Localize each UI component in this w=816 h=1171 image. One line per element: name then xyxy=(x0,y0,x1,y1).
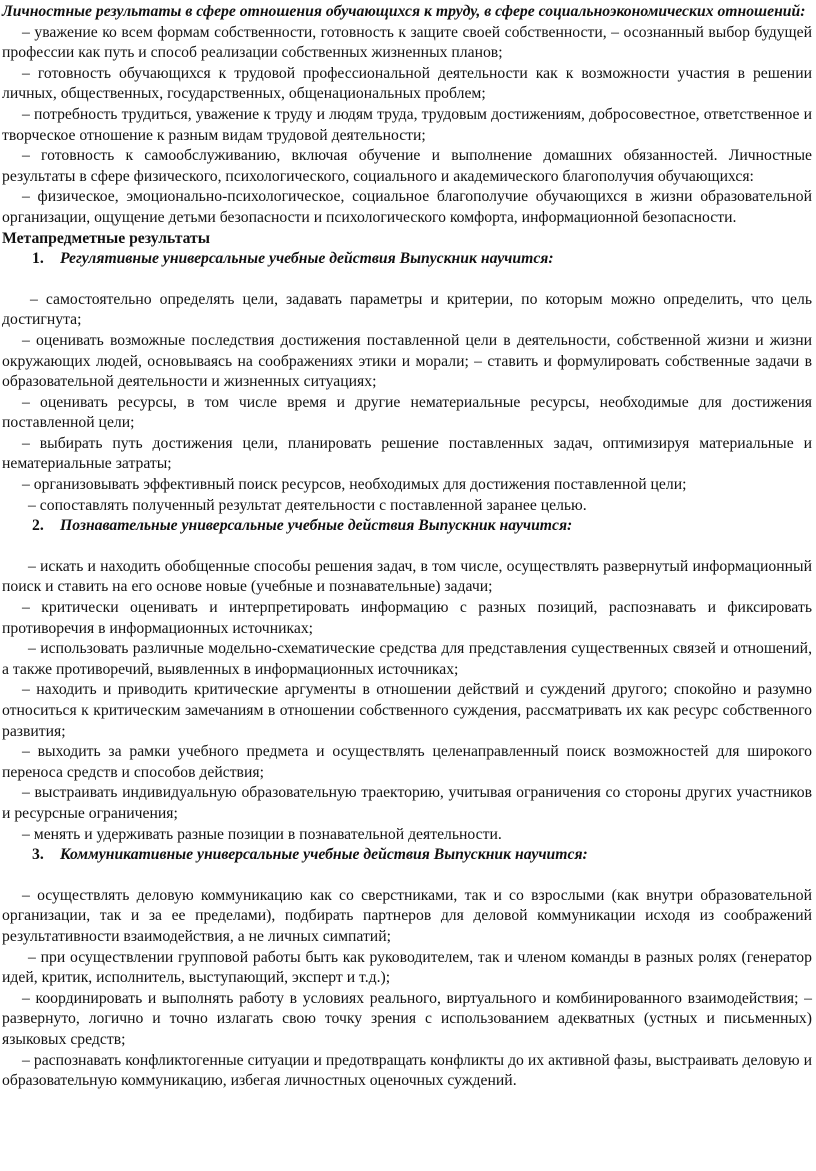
cognitive-section-heading xyxy=(2,516,812,537)
communicative-item-3: – координировать и выполнять работу в условиях реального, виртуального и комбинированного взаимодействия; – развернуто, логично и точно излагать свою точку зрения с использованием адекватных (устных и письменных) языковых средств; xyxy=(2,989,812,1048)
personal-item-5: – физическое, эмоционально-психологическое, социальное благополучие обучающихся в жизни образовательной организации, ощущение детьми безопасности и психологического комфорта, информационной безопасности. xyxy=(2,188,812,226)
section-number: 3. xyxy=(32,846,44,864)
personal-item-1: – уважение ко всем формам собственности, готовность к защите своей собственности, – осознанный выбор будущей профессии как путь и способ реализации собственных жизненных планов; xyxy=(2,23,812,62)
regulatory-item-2: – оценивать возможные последствия достижения поставленной цели в деятельности, собственной жизни и жизни окружающих людей, основываясь на соображениях этики и морали; – ставить и формулировать собственные задачи в образовательной деятельности и жизненных ситуациях; xyxy=(2,331,812,391)
regulatory-item-1: – самостоятельно определять цели, задавать параметры и критерии, по которым можно определить, что цель достигнута; xyxy=(2,290,812,329)
communicative-section-heading xyxy=(2,845,812,866)
cognitive-item-6: – выстраивать индивидуальную образовательную траекторию, учитывая ограничения со стороны других участников и ресурсные ограничения; xyxy=(2,784,812,822)
communicative-item-1: – осуществлять деловую коммуникацию как со сверстниками, так и со взрослыми (как внутри образовательной организации, так и за ее пределами), подбирать партнеров для деловой коммуникации исходя из соображений результативности взаимодействия, а не личных симпатий; xyxy=(2,886,812,945)
section-number: 1. xyxy=(32,250,44,268)
cognitive-item-4: – находить и приводить критические аргументы в отношении действий и суждений другого; спокойно и разумно относиться к критическим замечаниям в отношении собственного суждения, рассматривать их как ресурс собственного развития; xyxy=(2,681,812,740)
personal-item-4: – готовность к самообслуживанию, включая обучение и выполнение домашних обязанностей. Личностные результаты в сфере физического, психологического, социального и академического благополучия обучающихся: xyxy=(2,147,812,185)
section-title: Познавательные универсальные учебные действия Выпускник научится: xyxy=(60,517,573,535)
section-number: 2. xyxy=(32,517,44,535)
spacer xyxy=(2,537,812,557)
section-title: Коммуникативные универсальные учебные действия Выпускник научится: xyxy=(60,846,588,864)
cognitive-item-3: – использовать различные модельно-схематические средства для представления существенных связей и отношений, а также противоречий, выявленных в информационных источниках; xyxy=(2,640,812,678)
communicative-item-4: – распознавать конфликтогенные ситуации и предотвращать конфликты до их активной фазы, выстраивать деловую и образовательную коммуникацию, избегая личностных оценочных суждений. xyxy=(2,1051,812,1090)
cognitive-item-1: – искать и находить обобщенные способы решения задач, в том числе, осуществлять развернутый информационный поиск и ставить на его основе новые (учебные и познавательные) задачи; xyxy=(2,557,812,596)
spacer xyxy=(2,866,812,886)
regulatory-section-heading xyxy=(2,249,812,270)
cognitive-item-5: – выходить за рамки учебного предмета и осуществлять целенаправленный поиск возможностей для широкого переноса средств и способов действия; xyxy=(2,743,812,781)
regulatory-item-6: – сопоставлять полученный результат деятельности с поставленной заранее целью. xyxy=(28,496,587,514)
personal-item-3: – потребность трудиться, уважение к труду и людям труда, трудовым достижениям, добросовестное, ответственное и творческое отношение к разным видам трудовой деятельности; xyxy=(2,105,812,144)
section-title: Регулятивные универсальные учебные действия Выпускник научится: xyxy=(60,250,554,268)
metasubject-results-heading: Метапредметные результаты xyxy=(2,229,210,247)
regulatory-item-3: – оценивать ресурсы, в том числе время и другие нематериальные ресурсы, необходимые для достижения поставленной цели; xyxy=(2,393,812,432)
cognitive-item-2: – критически оценивать и интерпретировать информацию с разных позиций, распознавать и фиксировать противоречия в информационных источниках; xyxy=(2,599,812,637)
spacer xyxy=(2,270,812,290)
personal-item-2: – готовность обучающихся к трудовой профессиональной деятельности как к возможности участия в решении личных, общественных, государственных, общенациональных проблем; xyxy=(2,64,812,103)
regulatory-item-5: – организовывать эффективный поиск ресурсов, необходимых для достижения поставленной цели; xyxy=(22,476,687,494)
communicative-item-2: – при осуществлении групповой работы быть как руководителем, так и членом команды в разных ролях (генератор идей, критик, исполнитель, выступающий, эксперт и т.д.); xyxy=(2,948,812,987)
cognitive-item-7: – менять и удерживать разные позиции в познавательной деятельности. xyxy=(22,825,502,843)
personal-results-heading: Личностные результаты в сфере отношения обучающихся к труду, в сфере социальноэкономических отношений: xyxy=(2,3,806,20)
regulatory-item-4: – выбирать путь достижения цели, планировать решение поставленных задач, оптимизируя материальные и нематериальные затраты; xyxy=(2,434,812,473)
